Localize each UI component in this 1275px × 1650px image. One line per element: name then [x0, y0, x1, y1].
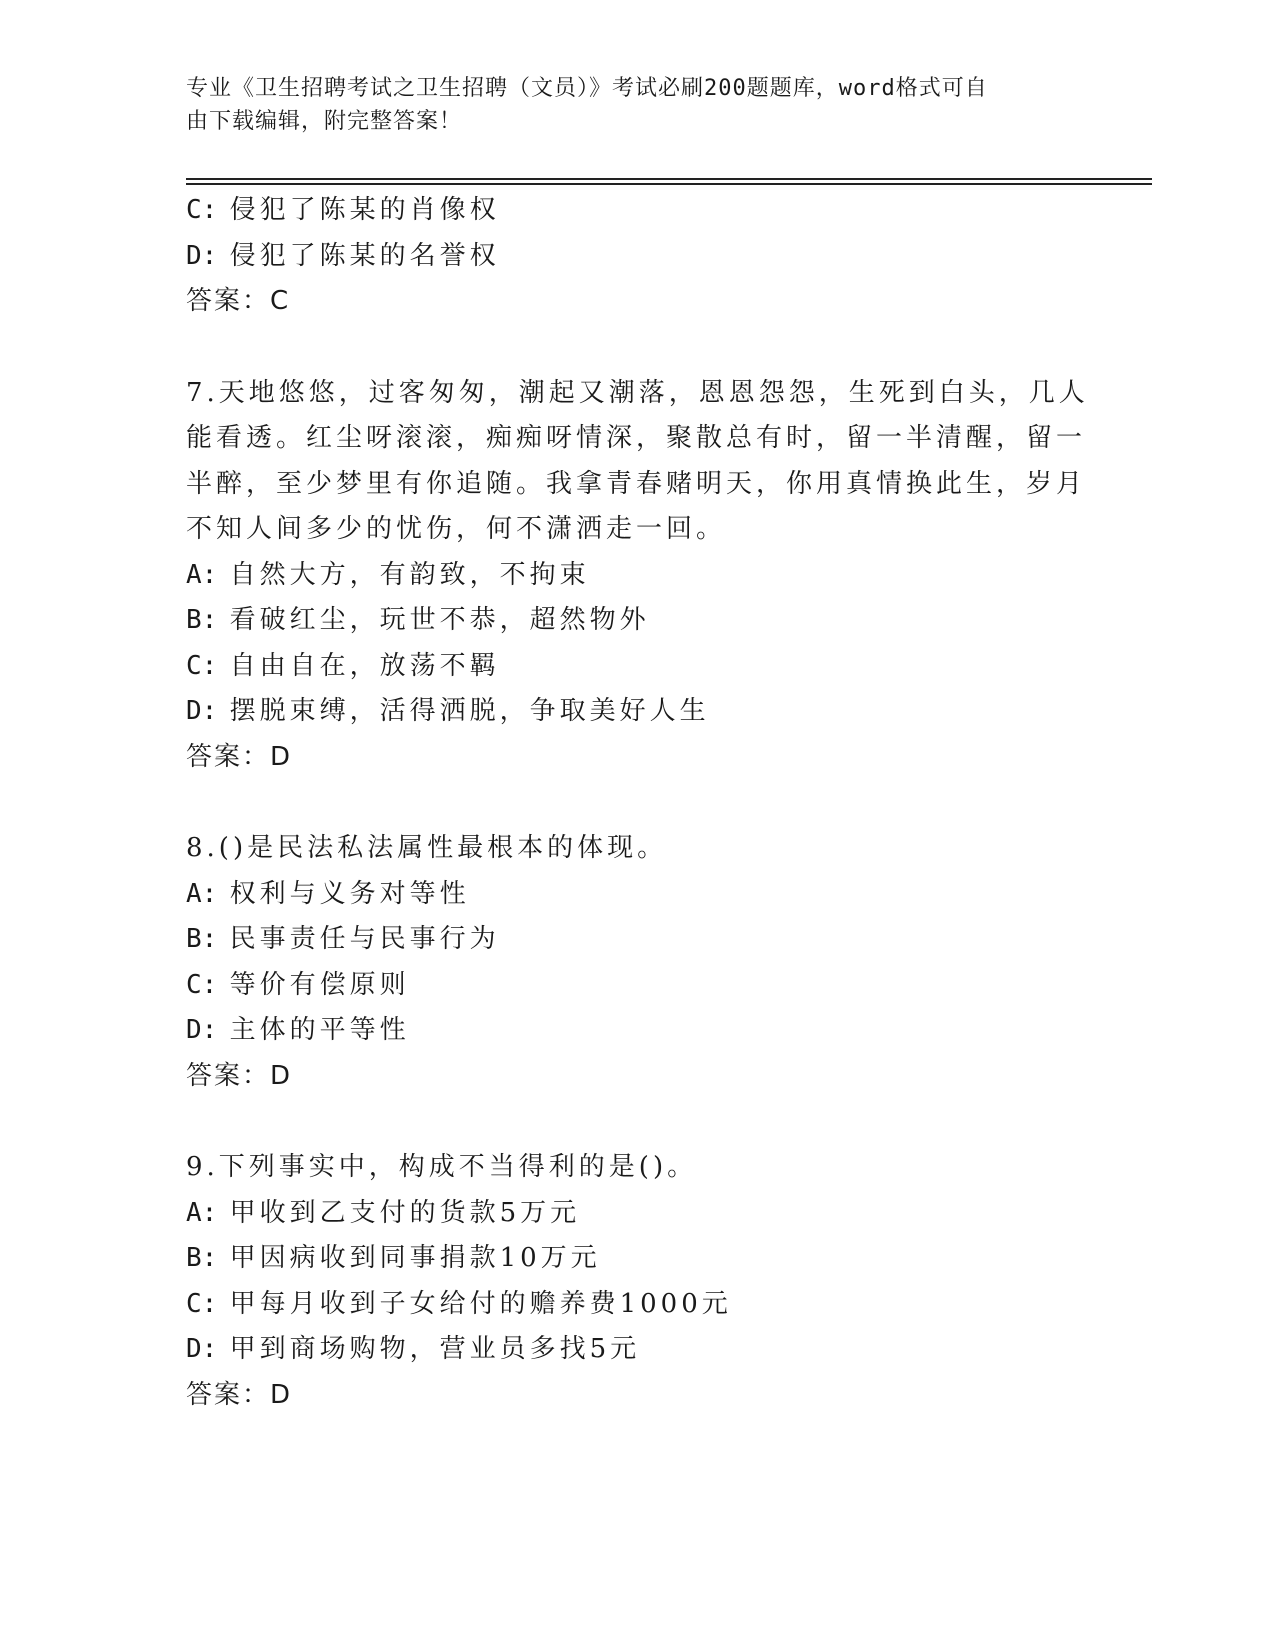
question-9: [186, 1145, 1086, 1418]
question-8: [186, 826, 1086, 1099]
option-c: C: 自由自在，放荡不羁: [186, 650, 500, 681]
answer: 答案：D: [186, 1060, 293, 1091]
question-content: [186, 188, 1089, 1418]
header-divider-top: [186, 178, 1152, 180]
header-line-1: 专业《卫生招聘考试之卫生招聘（文员）》考试必刷200题题库，word格式可自: [186, 76, 988, 101]
question-stem-line: 不知人间多少的忧伤，何不潇洒走一回。: [186, 514, 727, 544]
question-6-continued: [186, 188, 1086, 325]
question-7: [186, 371, 1089, 781]
option-d: D: 甲到商场购物，营业员多找5元: [186, 1334, 641, 1364]
question-stem-line: 能看透。红尘呀滚滚，痴痴呀情深，聚散总有时，留一半清醒，留一: [186, 423, 1087, 453]
question-stem-line: 9.下列事实中，构成不当得利的是()。: [186, 1152, 698, 1182]
option-a: A: 甲收到乙支付的货款5万元: [186, 1197, 581, 1228]
option-c: C: 甲每月收到子女给付的赡养费1000元: [186, 1288, 732, 1319]
option-d: D: 主体的平等性: [186, 1015, 410, 1045]
option-c: C: 侵犯了陈某的肖像权: [186, 195, 500, 225]
document-header: [186, 72, 1066, 138]
option-c: C: 等价有偿原则: [186, 969, 410, 1000]
option-a: A: 权利与义务对等性: [186, 878, 470, 909]
answer: 答案：C: [186, 286, 291, 316]
header-line-2: 由下载编辑，附完整答案！: [186, 109, 463, 134]
option-d: D: 侵犯了陈某的名誉权: [186, 240, 500, 271]
option-b: B: 甲因病收到同事捐款10万元: [186, 1243, 601, 1273]
question-stem-line: 8.()是民法私法属性最根本的体现。: [186, 833, 668, 863]
answer: 答案：D: [186, 741, 293, 772]
option-d: D: 摆脱束缚，活得洒脱，争取美好人生: [186, 696, 710, 726]
option-a: A: 自然大方，有韵致，不拘束: [186, 559, 590, 590]
option-b: B: 看破红尘，玩世不恭，超然物外: [186, 605, 650, 635]
header-divider-bottom: [186, 183, 1152, 185]
question-stem-line: 半醉，至少梦里有你追随。我拿青春赌明天，你用真情换此生，岁月: [186, 468, 1087, 499]
answer: 答案：D: [186, 1379, 293, 1410]
option-b: B: 民事责任与民事行为: [186, 924, 500, 954]
question-stem-line: 7.天地悠悠，过客匆匆，潮起又潮落，恩恩怨怨，生死到白头，几人: [186, 377, 1089, 408]
